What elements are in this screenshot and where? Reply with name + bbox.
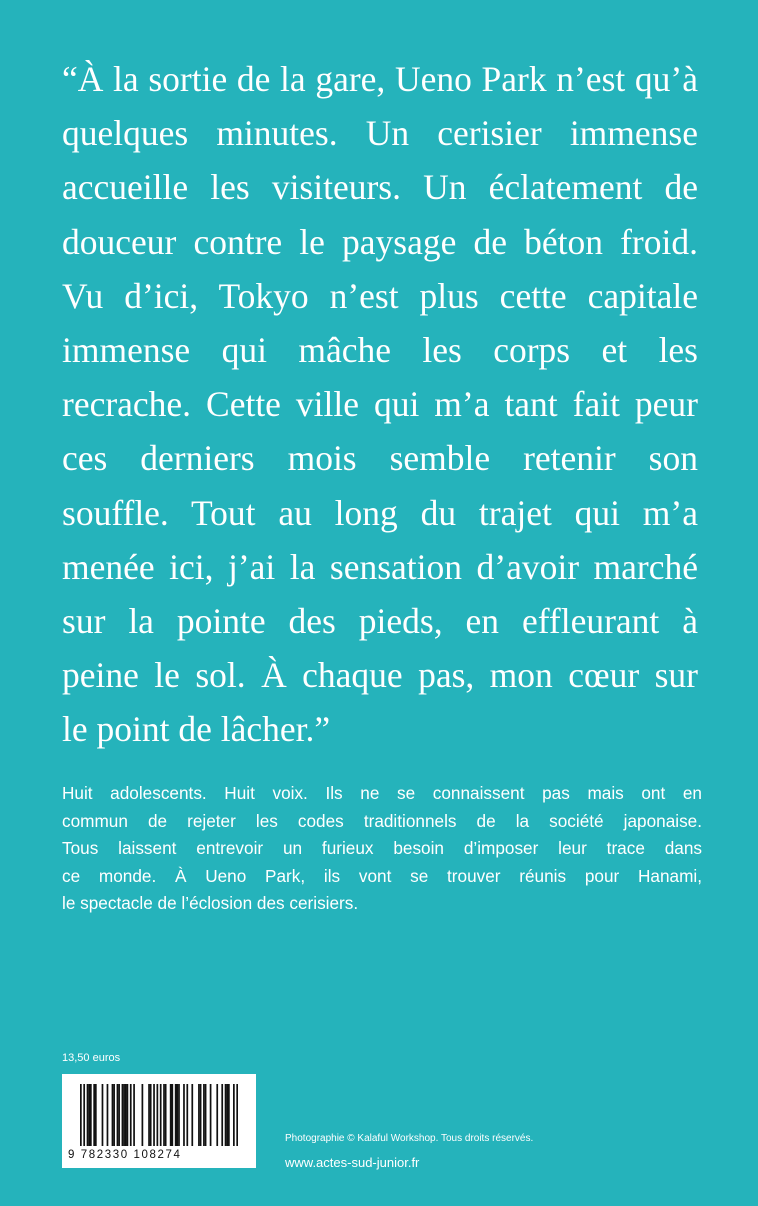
- barcode-bar: [191, 1084, 193, 1146]
- quote-line: sur la pointe des pieds, en effleurant à: [62, 601, 698, 642]
- quote-line: douceur contre le paysage de béton froid.: [62, 221, 698, 262]
- barcode-bar: [83, 1084, 85, 1146]
- barcode-bar: [87, 1084, 89, 1146]
- isbn-number: 9 782330 108274: [68, 1149, 182, 1161]
- barcode-bar: [117, 1084, 119, 1146]
- quote-line: menée ici, j’ai la sensation d’avoir marché: [62, 546, 698, 587]
- barcode-bar: [175, 1084, 177, 1146]
- blurb-line: Huit adolescents. Huit voix. Ils ne se connaissent pas mais ont en: [62, 783, 702, 803]
- barcode-bar: [90, 1084, 92, 1146]
- blurb-line: ce monde. À Ueno Park, ils vont se trouver réunis pour Hanami,: [62, 865, 702, 886]
- quote-line: quelques minutes. Un cerisier immense: [62, 113, 698, 154]
- barcode-bar: [118, 1084, 120, 1146]
- barcode-bar: [203, 1084, 205, 1146]
- quote-line: ces derniers mois semble retenir son: [62, 438, 698, 479]
- barcode-bar: [221, 1084, 223, 1146]
- quote-line: le point de lâcher.”: [62, 709, 331, 750]
- price-label: 13,50 euros: [62, 1052, 121, 1064]
- barcode-bar: [216, 1084, 218, 1146]
- barcode-bar: [225, 1084, 227, 1146]
- barcode-bar: [122, 1084, 124, 1146]
- barcode: [62, 1074, 256, 1168]
- barcode-bar: [102, 1084, 104, 1146]
- quote-line: immense qui mâche les corps et les: [62, 330, 698, 371]
- barcode-bar: [183, 1084, 185, 1146]
- barcode-bar: [198, 1084, 200, 1146]
- barcode-bar: [160, 1084, 162, 1146]
- barcode-bars: [80, 1084, 238, 1146]
- barcode-bar: [153, 1084, 155, 1146]
- back-cover-quote: [62, 52, 698, 757]
- quote-line: Vu d’ici, Tokyo n’est plus cette capitale: [62, 275, 698, 316]
- barcode-bar: [113, 1084, 115, 1146]
- quote-line: recrache. Cette ville qui m’a tant fait peur: [62, 384, 698, 425]
- blurb-line: commun de rejeter les codes traditionnels de la société japonaise.: [62, 810, 702, 831]
- barcode-bar: [142, 1084, 144, 1146]
- barcode-bar: [148, 1084, 150, 1146]
- back-cover-blurb: [62, 780, 702, 918]
- barcode-bar: [127, 1084, 129, 1146]
- barcode-bar: [93, 1084, 95, 1146]
- quote-line: accueille les visiteurs. Un éclatement de: [62, 167, 698, 208]
- barcode-bar: [133, 1084, 135, 1146]
- photo-credit: Photographie © Kalaful Workshop. Tous droits réservés.: [285, 1133, 534, 1144]
- barcode-bar: [236, 1084, 238, 1146]
- website-url[interactable]: www.actes-sud-junior.fr: [285, 1155, 420, 1170]
- barcode-bar: [107, 1084, 109, 1146]
- barcode-bar: [125, 1084, 127, 1146]
- barcode-bar: [228, 1084, 230, 1146]
- barcode-bar: [88, 1084, 90, 1146]
- barcode-bar: [80, 1084, 82, 1146]
- barcode-bar: [210, 1084, 212, 1146]
- barcode-bar: [226, 1084, 228, 1146]
- barcode-bar: [112, 1084, 114, 1146]
- barcode-bar: [123, 1084, 125, 1146]
- barcode-bar: [163, 1084, 165, 1146]
- barcode-bar: [186, 1084, 188, 1146]
- barcode-bar: [233, 1084, 235, 1146]
- quote-line: peine le sol. À chaque pas, mon cœur sur: [62, 655, 698, 696]
- barcode-bar: [130, 1084, 132, 1146]
- barcode-bar: [157, 1084, 159, 1146]
- blurb-line: le spectacle de l’éclosion des cerisiers.: [62, 893, 359, 913]
- barcode-bar: [200, 1084, 202, 1146]
- barcode-bar: [178, 1084, 180, 1146]
- blurb-line: Tous laissent entrevoir un furieux besoin d’imposer leur trace dans: [62, 838, 702, 858]
- barcode-bar: [205, 1084, 207, 1146]
- quote-line: souffle. Tout au long du trajet qui m’a: [62, 492, 698, 533]
- barcode-bar: [95, 1084, 97, 1146]
- barcode-bar: [165, 1084, 167, 1146]
- barcode-bar: [170, 1084, 172, 1146]
- quote-line: “À la sortie de la gare, Ueno Park n’est qu’à: [62, 59, 698, 99]
- barcode-bar: [171, 1084, 173, 1146]
- barcode-bar: [176, 1084, 178, 1146]
- barcode-bar: [150, 1084, 152, 1146]
